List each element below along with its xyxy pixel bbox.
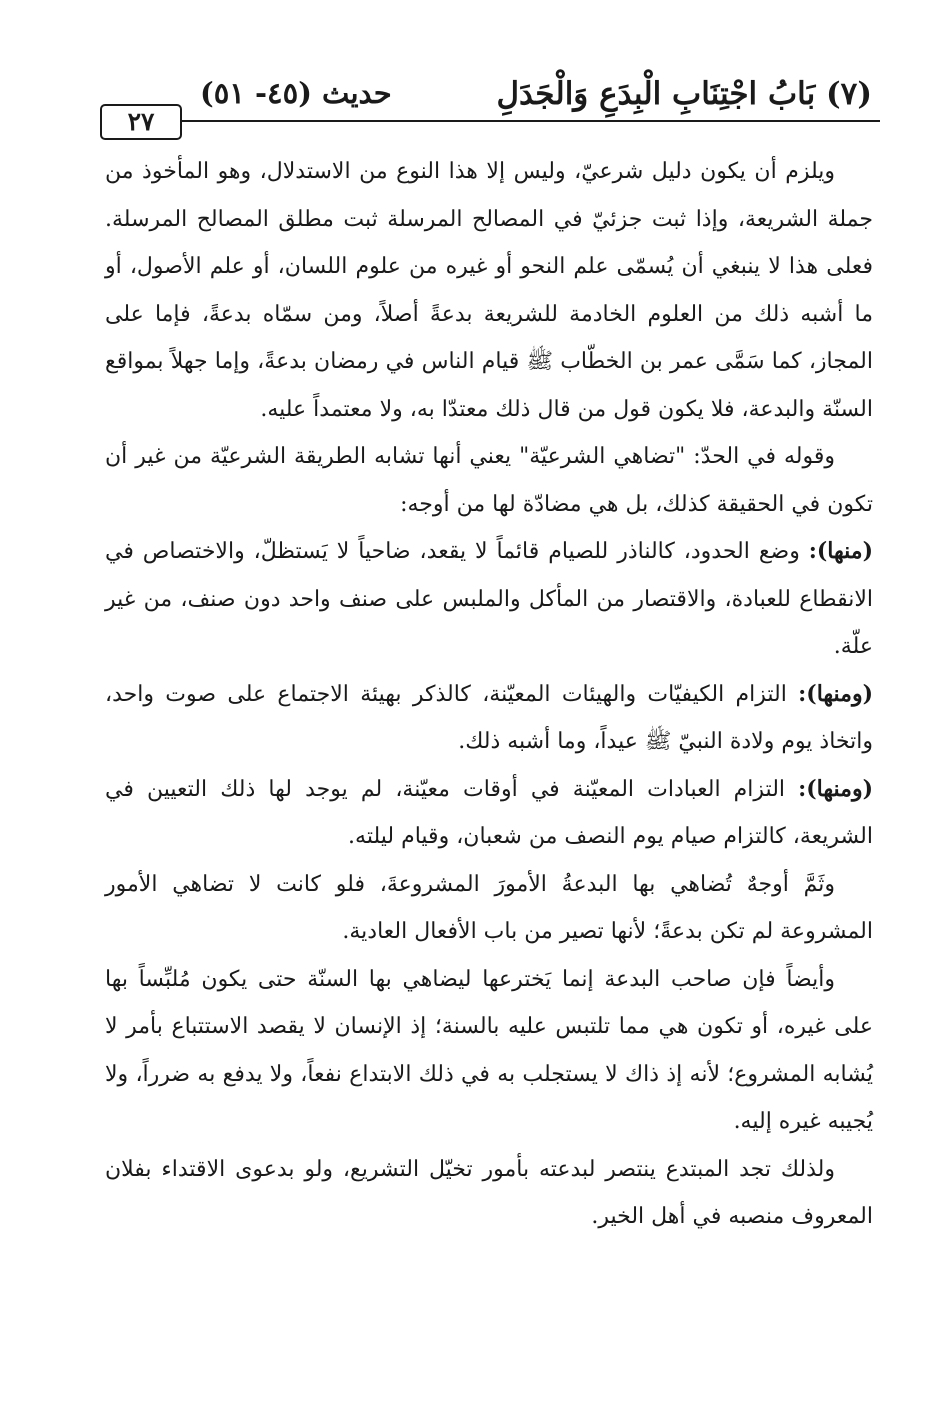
paragraph xyxy=(105,766,873,861)
paragraph-text: وثَمَّ أوجهٌ تُضاهي بها البدعةُ الأمورَ المشروعةَ، فلو كانت لا تضاهي الأمور المشروعة لم تكن بدعةً؛ لأنها تصير من باب الأفعال العادية. xyxy=(105,871,873,944)
paragraph-text: وأيضاً فإن صاحب البدعة إنما يَخترعها ليضاهي بها السنّة حتى يكون مُلبِّساً بها على غيره، أو تكون هي مما تلتبس عليه بالسنة؛ إذ الإنسان لا يقصد الاستتباع بأمر لا يُشابه المشروع؛ لأنه إذ ذاك لا يستجلب به في ذلك الابتداع نفعاً، ولا يدفع به ضرراً، ولا يُجيبه غيره إليه. xyxy=(105,966,873,1134)
hadith-range: حديث (٤٥- ٥١) xyxy=(200,76,392,110)
paragraph xyxy=(105,671,873,766)
paragraph-text: التزام الكيفيّات والهيئات المعيّنة، كالذكر بهيئة الاجتماع على صوت واحد، واتخاذ يوم ولادة النبيّ ﷺ عيداً، وما أشبه ذلك. xyxy=(105,681,873,754)
paragraph-lead: (ومنها): xyxy=(798,680,874,707)
header-rule xyxy=(180,120,880,122)
chapter-title: (٧) بَابُ اجْتِنَابِ الْبِدَعِ وَالْجَدَلِ xyxy=(496,76,872,112)
paragraph-lead: (ومنها): xyxy=(798,775,873,802)
page-number: ٢٧ xyxy=(100,104,182,140)
paragraph xyxy=(105,433,873,528)
paragraph xyxy=(105,1146,873,1241)
page-header xyxy=(100,70,880,136)
paragraph xyxy=(105,148,873,433)
paragraph xyxy=(105,528,873,671)
paragraph xyxy=(105,956,873,1146)
paragraph-text: التزام العبادات المعيّنة في أوقات معيّنة، لم يوجد لها ذلك التعيين في الشريعة، كالتزام صيام يوم النصف من شعبان، وقيام ليلته. xyxy=(105,776,873,849)
paragraph-text: وقوله في الحدّ: "تضاهي الشرعيّة" يعني أنها تشابه الطريقة الشرعيّة من غير أن تكون في الحقيقة كذلك، بل هي مضادّة لها من أوجه: xyxy=(105,444,873,517)
paragraph-text: ويلزم أن يكون دليل شرعيّ، وليس إلا هذا النوع من الاستدلال، وهو المأخوذ من جملة الشريعة، وإذا ثبت جزئيّ في المصالح المرسلة ثبت مطلق المصالح المرسلة. فعلى هذا لا ينبغي أن يُسمّى علم النحو أو غيره من علوم اللسان، أو علم الأصول، أو ما أشبه ذلك من العلوم الخادمة للشريعة بدعةً أصلاً، ومن سمّاه بدعةً، فإما على المجاز، كما سَمَّى عمر بن الخطّاب ﷺ قيام الناس في رمضان بدعةً، وإما جهلاً بمواقع السنّة والبدعة، فلا يكون قول من قال ذلك معتدّا به، ولا معتمداً عليه. xyxy=(105,159,873,422)
paragraph xyxy=(105,861,873,956)
paragraph-text: ولذلك تجد المبتدع ينتصر لبدعته بأمور تخيّل التشريع، ولو بدعوى الاقتداء بفلان المعروف منصبه في أهل الخير. xyxy=(105,1156,873,1229)
paragraph-text: وضع الحدود، كالناذر للصيام قائماً لا يقعد، ضاحياً لا يَستظلّ، والاختصاص في الانقطاع للعبادة، والاقتصار من المأكل والملبس على صنف واحد دون صنف، من غير علّة. xyxy=(105,539,873,659)
body-text xyxy=(105,148,873,1241)
paragraph-lead: (منها): xyxy=(808,538,873,564)
